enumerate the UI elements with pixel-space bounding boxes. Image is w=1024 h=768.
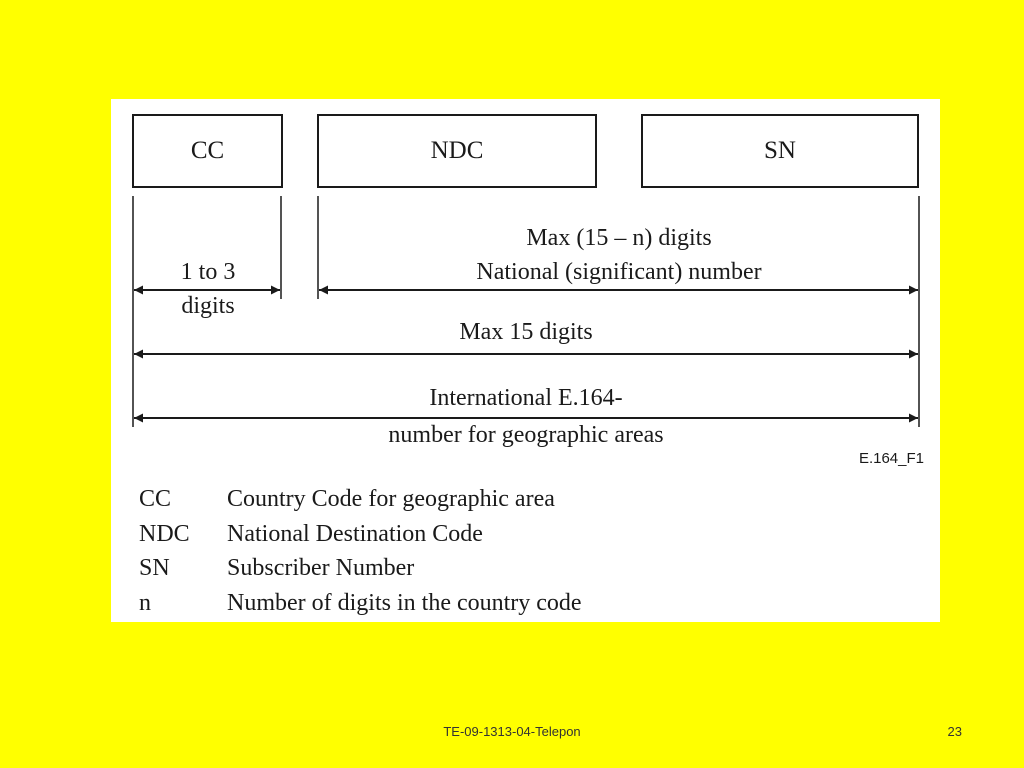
legend-definition: National Destination Code [227, 520, 483, 547]
legend-row [139, 482, 582, 517]
international-label-line1: International E.164- [429, 385, 623, 411]
max-15-digits-label: Max 15 digits [459, 319, 593, 345]
figure-id: E.164_F1 [858, 450, 924, 467]
cc-digits-label-line1: 1 to 3 [180, 259, 236, 285]
sn-box: SN [641, 114, 919, 188]
legend-row [139, 517, 582, 552]
footer-label: TE-09-1313-04-Telepon [443, 724, 581, 739]
legend-term: CC [139, 486, 172, 512]
national-label-line2: National (significant) number [476, 259, 762, 285]
legend-definition: Subscriber Number [227, 555, 415, 581]
e164-diagram [111, 99, 940, 622]
legend-definition: Country Code for geographic area [227, 486, 555, 512]
legend [139, 482, 582, 620]
legend-term: SN [139, 555, 170, 581]
ndc-box: NDC [317, 114, 597, 188]
national-label-line1: Max (15 – n) digits [526, 225, 712, 251]
cc-box: CC [132, 114, 283, 188]
legend-definition: Number of digits in the country code [227, 589, 582, 616]
legend-row [139, 551, 582, 586]
cc-digits-label-line2: digits [181, 293, 235, 319]
slide-number: 23 [947, 724, 962, 739]
legend-term: n [139, 589, 151, 616]
legend-term: NDC [139, 520, 190, 547]
legend-row [139, 586, 582, 621]
international-label-line2: number for geographic areas [388, 422, 664, 448]
